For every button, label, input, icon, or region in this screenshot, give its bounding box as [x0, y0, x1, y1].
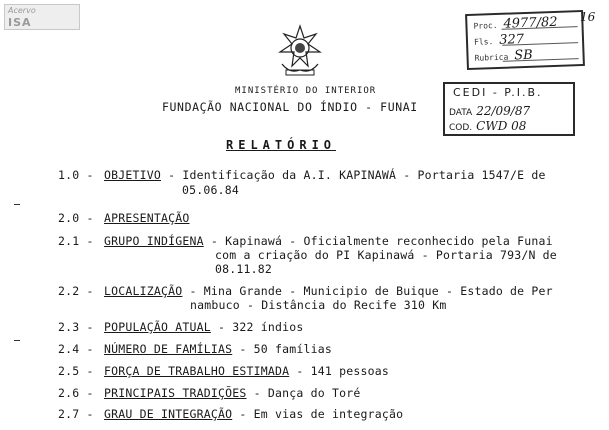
rubrica-value: SB: [514, 47, 533, 64]
fls-label: Fls.: [473, 37, 494, 47]
item-label: NÚMERO DE FAMÍLIAS: [104, 342, 233, 356]
watermark-line1: Acervo: [8, 6, 36, 15]
item-2-7: [58, 407, 403, 421]
item-2-1: [58, 234, 553, 248]
brazil-coat-of-arms-icon: [276, 24, 324, 78]
item-number: 2.0 -: [58, 211, 94, 225]
item-text: - 50 famílias: [232, 342, 332, 356]
ministry-name: MINISTÉRIO DO INTERIOR: [235, 86, 377, 96]
item-2-6: [58, 386, 360, 400]
item-number: 1.0 -: [58, 168, 94, 182]
item-2-3: [58, 320, 303, 334]
foundation-name: FUNDAÇÃO NACIONAL DO ÍNDIO - FUNAI: [162, 100, 418, 114]
item-label: LOCALIZAÇÃO: [104, 284, 183, 298]
item-text: - Dança do Toré: [246, 386, 361, 400]
item-2-1-cont: com a criação do PI Kapinawá - Portaria 793/N de: [215, 248, 557, 262]
rubrica-label: Rubrica: [474, 52, 509, 63]
item-text: - 141 pessoas: [289, 364, 389, 378]
cod-label: COD.: [449, 123, 473, 133]
cedi-heading: CEDI - P.I.B.: [453, 86, 543, 99]
protocol-stamp: [465, 10, 585, 70]
item-2-2-cont: nambuco - Distância do Recife 310 Km: [190, 298, 447, 312]
page-number: 16: [580, 10, 596, 24]
item-1-0: [58, 168, 546, 182]
item-label: POPULAÇÃO ATUAL: [104, 320, 211, 334]
item-label: APRESENTAÇÃO: [104, 211, 190, 225]
item-2-2: [58, 284, 553, 298]
item-number: 2.5 -: [58, 364, 94, 378]
item-2-5: [58, 364, 389, 378]
item-label: FORÇA DE TRABALHO ESTIMADA: [104, 364, 290, 378]
item-text: - Mina Grande - Municipio de Buique - Estado de Per: [182, 284, 553, 298]
margin-tick: [14, 204, 20, 205]
item-1-0-cont: 05.06.84: [182, 183, 239, 197]
item-label: PRINCIPAIS TRADIÇÕES: [104, 386, 247, 400]
item-number: 2.2 -: [58, 284, 94, 298]
item-2-1-cont2: 08.11.82: [215, 262, 272, 276]
watermark-line2: ISA: [8, 16, 32, 29]
item-label: GRUPO INDÍGENA: [104, 234, 204, 248]
item-number: 2.3 -: [58, 320, 94, 334]
item-number: 2.6 -: [58, 386, 94, 400]
page-title: RELATÓRIO: [226, 138, 337, 152]
item-text: - Em vias de integração: [232, 407, 404, 421]
item-text: - Kapinawá - Oficialmente reconhecido pela Funai: [203, 234, 553, 248]
item-2-0: [58, 211, 189, 225]
item-text: - 322 índios: [210, 320, 304, 334]
fls-value: 327: [499, 32, 525, 48]
proc-label: Proc.: [473, 20, 498, 31]
item-text: - Identificação da A.I. KAPINAWÁ - Portaria 1547/E de: [161, 168, 546, 182]
proc-value: 4977/82: [503, 14, 558, 32]
item-number: 2.1 -: [58, 234, 94, 248]
margin-tick: [14, 340, 20, 341]
data-value: 22/09/87: [476, 104, 531, 118]
item-label: OBJETIVO: [104, 168, 161, 182]
item-2-4: [58, 342, 332, 356]
data-label: DATA: [449, 108, 473, 118]
acervo-isa-watermark: [4, 4, 80, 30]
item-number: 2.7 -: [58, 407, 94, 421]
cod-value: CWD 08: [476, 119, 527, 133]
cedi-stamp: [443, 82, 575, 136]
item-number: 2.4 -: [58, 342, 94, 356]
item-label: GRAU DE INTEGRAÇÃO: [104, 407, 233, 421]
